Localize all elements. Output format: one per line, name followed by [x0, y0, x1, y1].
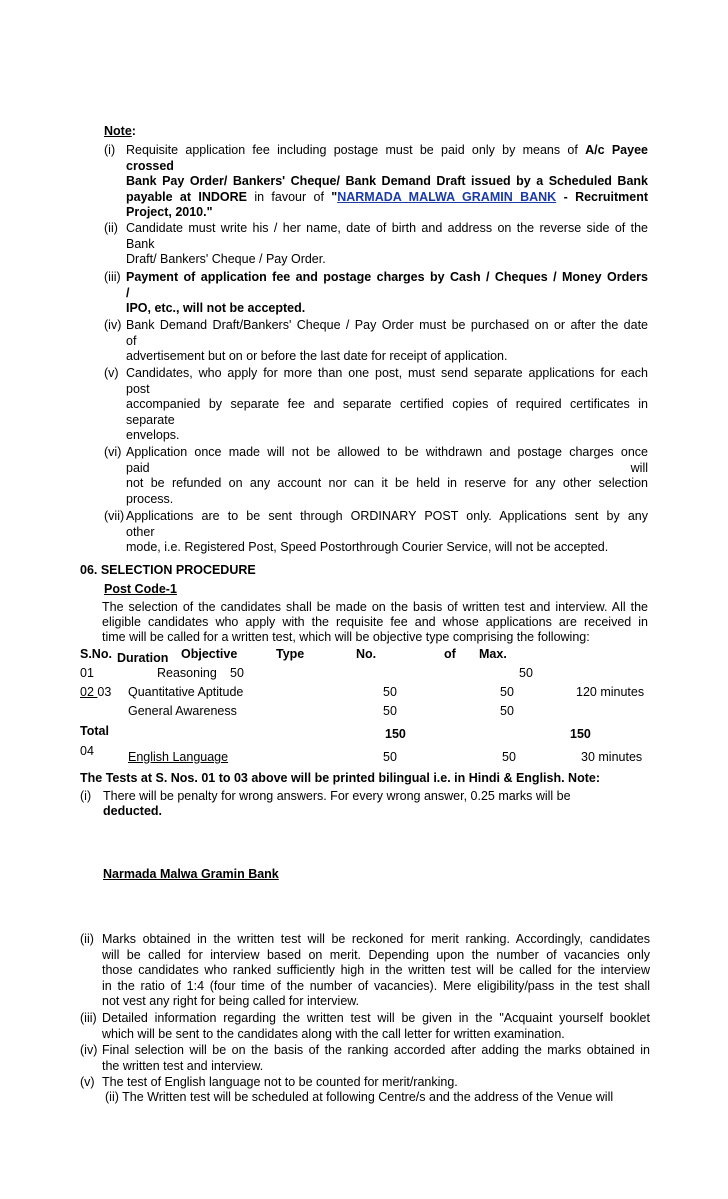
row-test: English Language: [128, 750, 229, 764]
list-line: Marks obtained in the written test will be reckoned for merit ranking. Accordingly, candidates: [102, 932, 650, 946]
note-line: separate: [126, 412, 175, 427]
row-test: Reasoning: [157, 666, 217, 680]
selection-intro: [102, 600, 648, 645]
note-line: IPO, etc., will not be accepted.: [126, 301, 306, 315]
intro-line: time will be called for a written test, which will be objective type comprising the following:: [102, 630, 590, 644]
row-marks: 50: [502, 750, 516, 764]
row-marks: 50: [500, 704, 514, 718]
list-line: those candidates who ranked sufficiently high in the written test will be called for the interview: [102, 963, 650, 977]
note-bold-text: A/c Payee: [585, 143, 648, 157]
note-line: Candidates, who apply for more than one post, must send separate applications for each: [126, 366, 648, 380]
note-bold-text: - Recruitment: [556, 189, 648, 204]
note-line: of: [126, 333, 137, 348]
row-test: Quantitative Aptitude: [128, 685, 244, 699]
header-of: of: [444, 647, 456, 661]
list-number: (iii): [80, 1011, 97, 1025]
header-max: Max.: [479, 647, 507, 661]
note-item-number: (i): [104, 143, 116, 157]
note-line: Bank: [126, 236, 155, 251]
header-duration: Duration: [117, 651, 169, 665]
list-line: the written test and interview.: [102, 1058, 264, 1073]
note-line: [126, 190, 648, 206]
row-sno: [80, 685, 111, 701]
note-line: Draft/ Bankers' Cheque / Pay Order.: [126, 252, 326, 266]
bank-name-link[interactable]: NARMADA MALWA GRAMIN BANK: [337, 189, 557, 204]
penalty-text-bold: deducted.: [103, 804, 163, 818]
intro-line: eligible candidates who apply with the requisite fee and whose applications are received in: [102, 615, 648, 629]
note-quote: ": [331, 189, 338, 204]
row-sno: 01: [80, 666, 94, 680]
list-line: Detailed information regarding the written test will be given in the "Acquaint yourself booklet: [102, 1011, 650, 1025]
list-line: which will be sent to the candidates along with the call letter for written examination.: [102, 1026, 565, 1041]
note-line-text: in favour of: [246, 189, 332, 204]
note-line: advertisement but on or before the last date for receipt of application.: [126, 349, 508, 363]
note-heading-colon: :: [131, 124, 136, 138]
list-line: Final selection will be on the basis of the ranking accorded after adding the marks obtained in: [102, 1043, 650, 1057]
list-line: in the ratio of 1:4 (four time of the number of vacancies). Mere eligibility/pass in the test shall: [102, 978, 650, 993]
penalty-number: (i): [80, 789, 92, 803]
note-line: Project, 2010.": [126, 205, 213, 219]
row-marks: 50: [500, 685, 514, 699]
row-questions: 50: [383, 704, 397, 718]
note-line: Bank Demand Draft/Bankers' Cheque / Pay Order must be purchased on or after the date: [126, 318, 648, 332]
note-line: [126, 143, 648, 159]
total-questions: 150: [385, 727, 406, 741]
total-label: Total: [80, 724, 109, 738]
note-line-text: will: [630, 460, 648, 475]
bilingual-note: The Tests at S. Nos. 01 to 03 above will be printed bilingual i.e. in Hindi & English. Note:: [80, 771, 600, 785]
note-bold-text: payable at INDORE: [126, 189, 247, 204]
list-number: (iv): [80, 1043, 98, 1057]
row-questions: 50: [383, 685, 397, 699]
penalty-text: There will be penalty for wrong answers. For every wrong answer, 0.25 marks will be: [103, 789, 571, 803]
note-line: other: [126, 524, 155, 539]
note-item-number: (iii): [104, 270, 121, 284]
row-questions: 50: [383, 750, 397, 764]
note-line: /: [126, 285, 130, 300]
header-sno: S.No.: [80, 647, 112, 661]
note-item-number: (iv): [104, 318, 122, 332]
row-questions: 50: [230, 666, 244, 680]
row-test: General Awareness: [128, 704, 237, 718]
note-heading-text: Note: [104, 124, 132, 138]
header-type: Type: [276, 647, 305, 661]
header-no: No.: [356, 647, 377, 661]
note-line: Application once made will not be allowed to be withdrawn and postage charges once: [126, 445, 648, 459]
note-item-number: (vi): [104, 445, 122, 459]
list-number: (ii): [80, 932, 94, 946]
row-duration: 30 minutes: [581, 750, 643, 764]
note-line: accompanied by separate fee and separate certified copies of required certificates in: [126, 397, 648, 411]
note-line: [126, 461, 648, 477]
list-line: not vest any right for being called for interview.: [102, 994, 360, 1008]
row-sno: 04: [80, 744, 94, 758]
note-line: post: [126, 381, 150, 396]
row-sno-underlined: 02: [80, 685, 98, 699]
note-line: envelops.: [126, 428, 180, 442]
venue-line: (ii) The Written test will be scheduled at following Centre/s and the address of the Venue will: [105, 1090, 614, 1104]
total-marks: 150: [570, 727, 591, 741]
intro-line: The selection of the candidates shall be made on the basis of written test and interview. All the: [102, 600, 648, 614]
note-item-number: (ii): [104, 221, 118, 235]
bank-name-footer: Narmada Malwa Gramin Bank: [103, 867, 279, 881]
note-line-text: paid: [126, 460, 150, 475]
section-heading: 06. SELECTION PROCEDURE: [80, 563, 256, 577]
list-number: (v): [80, 1075, 95, 1089]
note-line: not be refunded on any account nor can it be held in reserve for any other selection: [126, 476, 648, 490]
header-objective: Objective: [181, 647, 238, 661]
note-heading: [104, 124, 136, 140]
note-line: Applications are to be sent through ORDINARY POST only. Applications sent by any: [126, 509, 648, 523]
note-line: crossed: [126, 158, 174, 173]
note-line: process.: [126, 491, 174, 506]
post-code-heading: Post Code-1: [104, 582, 177, 596]
list-line: will be called for interview based on merit. Depending upon the number of vacancies only: [102, 947, 650, 962]
note-item-number: (v): [104, 366, 119, 380]
row-sno-text: 03: [97, 685, 112, 699]
note-line: Payment of application fee and postage charges by Cash / Cheques / Money Orders: [126, 270, 648, 284]
note-line: Candidate must write his / her name, date of birth and address on the reverse side of the: [126, 221, 648, 235]
list-line: The test of English language not to be counted for merit/ranking.: [102, 1075, 458, 1089]
note-line-text: Requisite application fee including postage must be paid only by means of: [126, 143, 578, 157]
row-duration: 120 minutes: [576, 685, 645, 699]
note-line: mode, i.e. Registered Post, Speed Postorthrough Courier Service, will not be accepted.: [126, 540, 609, 554]
note-line: Bank Pay Order/ Bankers' Cheque/ Bank Demand Draft issued by a Scheduled Bank: [126, 174, 648, 188]
note-item-number: (vii): [104, 509, 125, 523]
row-marks: 50: [519, 666, 533, 680]
